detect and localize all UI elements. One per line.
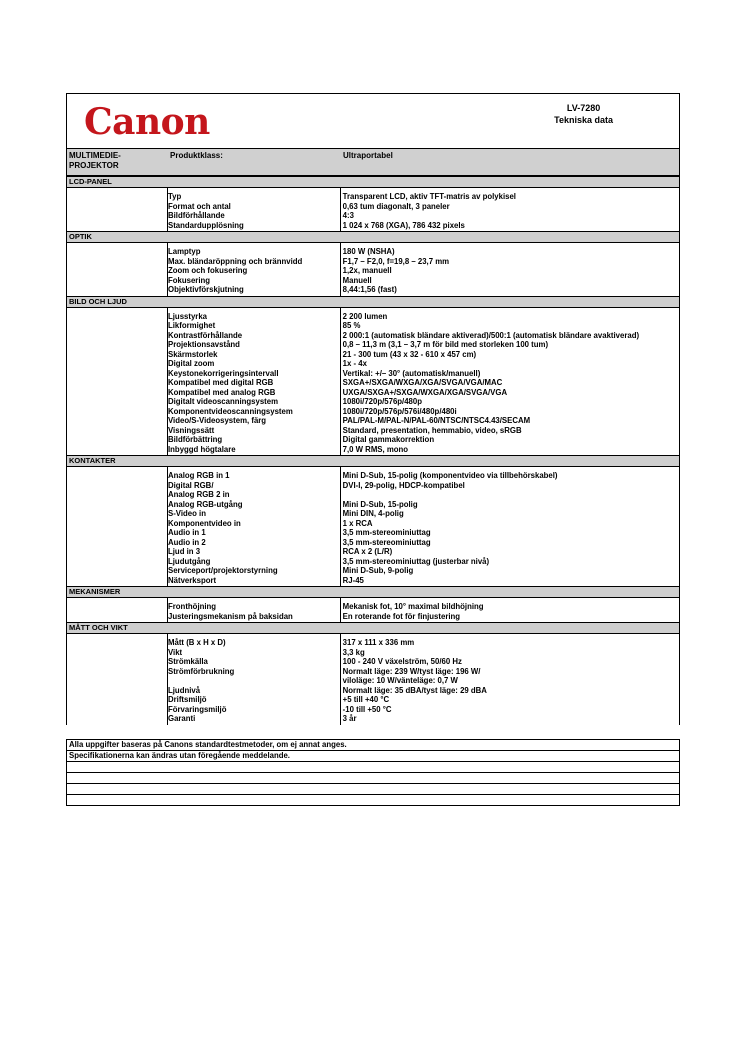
sheet-subtitle: Tekniska data (554, 115, 613, 125)
spec-label: Bildförbättring (168, 435, 223, 444)
spec-value: SXGA+/SXGA/WXGA/XGA/SVGA/VGA/MAC (342, 378, 503, 387)
spec-label: Komponentvideo in (168, 518, 241, 528)
spec-row (67, 359, 679, 369)
section-block (66, 598, 680, 622)
spec-label: Strömförbrukning (168, 666, 235, 676)
spec-value: 3 år (342, 714, 357, 723)
product-class-value: Ultraportabel (343, 151, 393, 160)
spec-label: Kontrastförhållande (168, 330, 243, 340)
footer-row (67, 784, 679, 795)
spec-label: Driftsmiljö (168, 695, 207, 704)
section-block (66, 188, 680, 231)
spec-label: Bildförhållande (168, 211, 225, 220)
spec-label: Garanti (168, 714, 196, 723)
spec-value: 1 024 x 768 (XGA), 786 432 pixels (342, 220, 465, 230)
spec-row (67, 705, 679, 715)
section-header: OPTIK (66, 231, 680, 243)
spec-value: 0,63 tum diagonalt, 3 paneler (342, 201, 450, 211)
product-category: MULTIMEDIE- PROJEKTOR (69, 151, 121, 170)
spec-value: 2 000:1 (automatisk bländare aktiverad)/500:1 (automatisk bländare avaktiverad) (342, 330, 640, 340)
spec-row (67, 657, 679, 667)
spec-label: Digitalt videoscanningsystem (168, 397, 279, 406)
product-class-row (66, 148, 680, 176)
spec-row (67, 321, 679, 331)
spec-row (67, 612, 679, 622)
spec-row (67, 407, 679, 417)
model-number: LV-7280 (566, 103, 601, 113)
spec-row (67, 202, 679, 212)
spec-value: 180 W (NSHA) (342, 247, 395, 256)
spec-value: 21 - 300 tum (43 x 32 - 610 x 457 cm) (342, 349, 477, 359)
spec-value: Normalt läge: 35 dBA/tyst läge: 29 dBA (342, 685, 487, 695)
spec-label: Komponentvideoscanningsystem (168, 406, 293, 416)
section-header: MEKANISMER (66, 586, 680, 598)
spec-row (67, 557, 679, 567)
spec-label: Audio in 1 (168, 528, 206, 537)
spec-value: 1080i/720p/576p/576i/480p/480i (342, 406, 457, 416)
section-header: KONTAKTER (66, 455, 680, 467)
footer-row: Alla uppgifter baseras på Canons standardtestmetoder, om ej annat anges. (67, 740, 679, 751)
spec-value: 0,8 – 11,3 m (3,1 – 3,7 m för bild med storleken 100 tum) (342, 340, 549, 349)
spec-row (67, 221, 679, 231)
spec-value: -10 till +50 °C (342, 704, 392, 714)
spec-row (67, 695, 679, 705)
spec-label: Ljudutgång (168, 556, 211, 566)
spec-value: Mini D-Sub, 15-polig (342, 499, 418, 509)
spec-row (67, 638, 679, 648)
spec-row (67, 192, 679, 202)
spec-row (67, 388, 679, 398)
spec-value: Standard, presentation, hemmabio, video, sRGB (342, 425, 522, 435)
spec-row (67, 500, 679, 510)
spec-value: Mini DIN, 4-polig (342, 509, 404, 518)
spec-row (67, 686, 679, 696)
spec-row (67, 667, 679, 686)
spec-label: Fokusering (168, 275, 211, 285)
spec-label: Likformighet (168, 321, 216, 330)
spec-row (67, 211, 679, 221)
spec-value: 4:3 (342, 211, 354, 220)
spec-label: Visningssätt (168, 425, 215, 435)
spec-value: 2 200 lumen (342, 311, 388, 321)
spec-row (67, 276, 679, 286)
spec-value: RCA x 2 (L/R) (342, 547, 393, 556)
spec-label: Zoom och fokusering (168, 266, 248, 275)
footer-row (67, 773, 679, 784)
spec-label: Förvaringsmiljö (168, 704, 227, 714)
spec-value: UXGA/SXGA+/SXGA/WXGA/XGA/SVGA/VGA (342, 387, 508, 397)
spec-label: Mått (B x H x D) (168, 638, 226, 647)
spec-row (67, 490, 679, 500)
spec-row (67, 566, 679, 576)
spec-row (67, 257, 679, 267)
spec-value: 7,0 W RMS, mono (342, 444, 409, 454)
section-header: MÅTT OCH VIKT (66, 622, 680, 634)
spec-row (67, 350, 679, 360)
spec-row (67, 426, 679, 436)
spec-row (67, 576, 679, 586)
footer-notes (66, 739, 680, 806)
footer-row: Specifikationerna kan ändras utan föregående meddelande. (67, 751, 679, 762)
spec-row (67, 312, 679, 322)
spec-label: Typ (168, 192, 182, 201)
spec-label: Video/S-Videosystem, färg (168, 416, 267, 425)
spec-value: 100 - 240 V växelström, 50/60 Hz (342, 657, 462, 666)
spec-label: Fronthöjning (168, 602, 217, 611)
spec-row (67, 266, 679, 276)
spec-row (67, 378, 679, 388)
spec-value: 317 x 111 x 336 mm (342, 638, 415, 647)
spec-label: Standardupplösning (168, 220, 244, 230)
spec-label: Ljusstyrka (168, 311, 208, 321)
spec-value: 3,5 mm-stereominiuttag (342, 537, 431, 547)
product-class-label: Produktklass: (170, 151, 223, 160)
spec-label: Audio in 2 (168, 537, 206, 547)
spec-label: S-Video in (168, 509, 206, 518)
section-block (66, 634, 680, 725)
spec-value: RJ-45 (342, 575, 364, 585)
spec-row (67, 602, 679, 612)
spec-row (67, 416, 679, 426)
spec-row (67, 648, 679, 658)
spec-label: Keystonekorrigeringsintervall (168, 368, 279, 378)
spec-sheet (66, 93, 680, 806)
spec-value: Normalt läge: 239 W/tyst läge: 196 W/ viloläge: 10 W/vänteläge: 0,7 W (342, 666, 481, 685)
section-block (66, 308, 680, 456)
spec-value: Vertikal: +/– 30° (automatisk/manuell) (342, 368, 481, 378)
spec-row (67, 538, 679, 548)
model-block (554, 102, 613, 126)
spec-row (67, 435, 679, 445)
spec-value: 3,5 mm-stereominiuttag (342, 528, 431, 537)
section-block (66, 467, 680, 586)
spec-value: 3,5 mm-stereominiuttag (justerbar nivå) (342, 556, 490, 566)
spec-value: 8,44:1,56 (fast) (342, 285, 397, 294)
spec-row (67, 445, 679, 455)
spec-value: 1080i/720p/576p/480p (342, 397, 422, 406)
spec-value: Mekanisk fot, 10° maximal bildhöjning (342, 602, 484, 611)
spec-label: Ljud in 3 (168, 547, 201, 556)
spec-label: Analog RGB in 1 (168, 471, 230, 480)
spec-value: Mini D-Sub, 15-polig (komponentvideo via tillbehörskabel) (342, 471, 558, 480)
spec-row (67, 714, 679, 724)
spec-label: Kompatibel med digital RGB (168, 378, 274, 387)
spec-label: Objektivförskjutning (168, 285, 244, 294)
spec-row (67, 528, 679, 538)
spec-value: Mini D-Sub, 9-polig (342, 566, 414, 575)
spec-value: 1x - 4x (342, 359, 367, 368)
spec-label: Strömkälla (168, 657, 208, 666)
spec-value: 3,3 kg (342, 647, 365, 657)
spec-row (67, 369, 679, 379)
spec-value: 1 x RCA (342, 518, 373, 528)
spec-label: Nätverksport (168, 575, 217, 585)
spec-sections (66, 176, 680, 725)
spec-label: Ljudnivå (168, 685, 201, 695)
spec-label: Digital RGB/ (168, 480, 214, 490)
spec-value: +5 till +40 °C (342, 695, 390, 704)
spec-label: Skärmstorlek (168, 349, 218, 359)
spec-row (67, 285, 679, 295)
spec-value: F1,7 – F2,0, f=19,8 – 23,7 mm (342, 256, 450, 266)
spec-label: Vikt (168, 647, 183, 657)
spec-row (67, 547, 679, 557)
spec-label: Digital zoom (168, 359, 215, 368)
spec-value: DVI-I, 29-polig, HDCP-kompatibel (342, 480, 465, 490)
spec-label: Kompatibel med analog RGB (168, 387, 276, 397)
spec-label: Lamptyp (168, 247, 201, 256)
spec-label: Analog RGB 2 in (168, 490, 230, 499)
spec-row (67, 509, 679, 519)
spec-label: Inbyggd högtalare (168, 444, 236, 454)
spec-label: Justeringsmekanism på baksidan (168, 611, 293, 621)
spec-row (67, 519, 679, 529)
spec-value: 85 % (342, 321, 361, 330)
spec-label: Max. bländaröppning och brännvidd (168, 256, 303, 266)
spec-value: Digital gammakorrektion (342, 435, 435, 444)
spec-value: PAL/PAL-M/PAL-N/PAL-60/NTSC/NTSC4.43/SECAM (342, 416, 531, 425)
spec-value (341, 490, 679, 500)
spec-label: Projektionsavstånd (168, 340, 240, 349)
section-header: LCD-PANEL (66, 176, 680, 188)
spec-row (67, 331, 679, 341)
spec-label: Serviceport/projektorstyrning (168, 566, 278, 575)
spec-row (67, 247, 679, 257)
spec-value: En roterande fot för finjustering (342, 611, 461, 621)
spec-value: 1,2x, manuell (342, 266, 392, 275)
footer-row (67, 762, 679, 773)
spec-row (67, 340, 679, 350)
spec-label: Analog RGB-utgång (168, 499, 243, 509)
canon-logo: Canon (84, 101, 210, 143)
section-header: BILD OCH LJUD (66, 296, 680, 308)
sheet-header (66, 93, 680, 148)
spec-row (67, 481, 679, 491)
spec-value: Manuell (342, 275, 372, 285)
spec-value: Transparent LCD, aktiv TFT-matris av polykisel (342, 192, 516, 201)
spec-label: Format och antal (168, 201, 231, 211)
footer-row (67, 795, 679, 805)
spec-row (67, 471, 679, 481)
spec-row (67, 397, 679, 407)
section-block (66, 243, 680, 296)
